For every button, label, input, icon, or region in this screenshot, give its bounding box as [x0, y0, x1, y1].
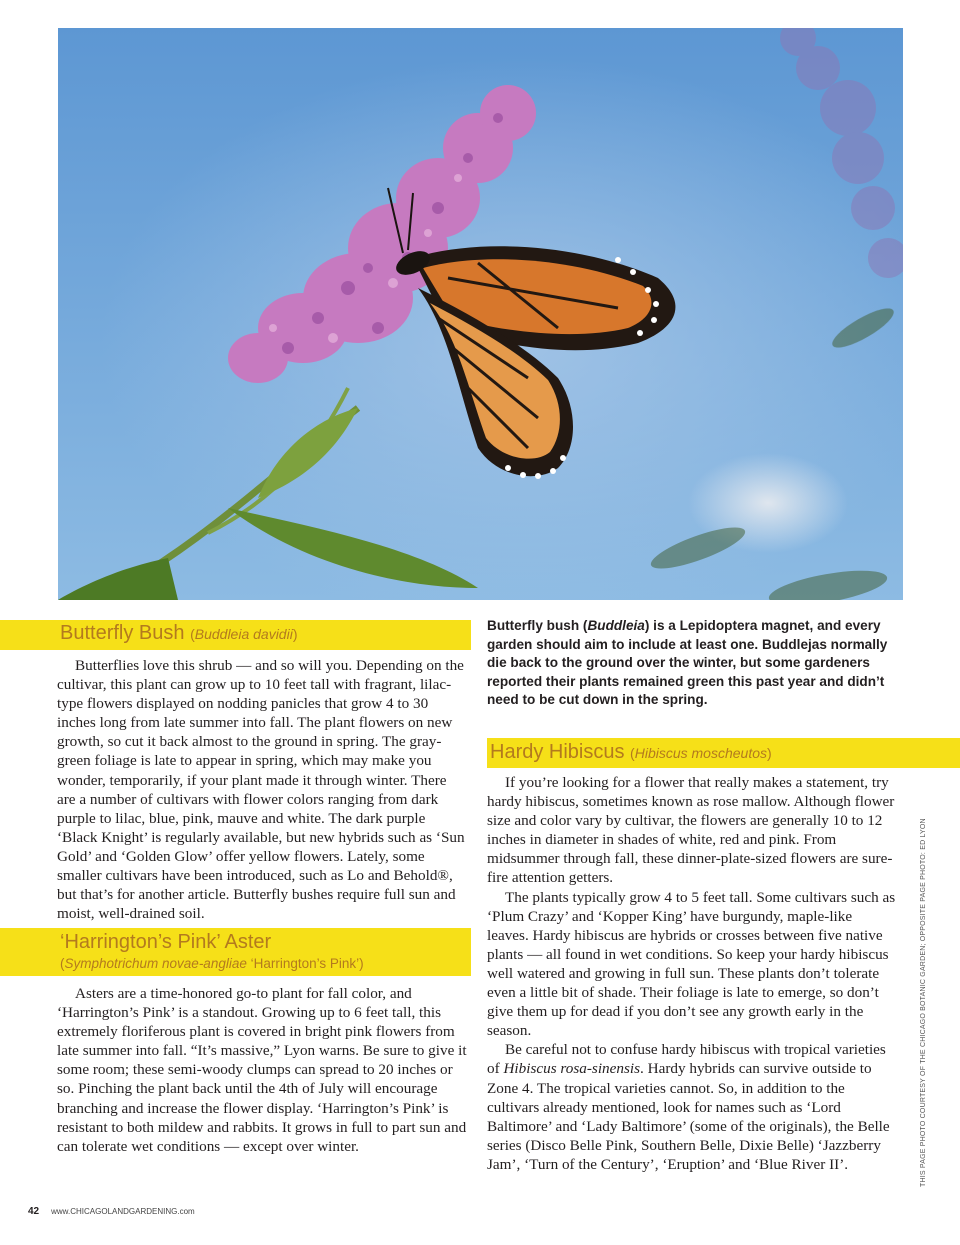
footer-url[interactable]: www.CHICAGOLANDGARDENING.com	[51, 1207, 195, 1216]
scientific-name: Hibiscus moscheutos	[634, 745, 767, 761]
paragraph: The plants typically grow 4 to 5 feet tall. Some cultivars such as ‘Plum Crazy’ and ‘Kopper King’ have burgundy, maple-like leaves. Hardy hibiscus are hybrids or crosses between five native plants — all found in wet conditions. So keep your hardy hibiscus well watered and growing in full sun. These plants don’t tolerate even a little bit of shade. Their foliage is late to emerge, so don’t give them up for dead if you don’t see any growth early in the season.	[487, 888, 896, 1040]
lead-paragraph	[487, 617, 907, 710]
paragraph: Asters are a time-honored go-to plant for fall color, and ‘Harrington’s Pink’ is a standout. Growing up to 6 feet tall, this extremely floriferous plant is covered in bright pink flowers from late summer into fall. “It’s massive,” Lyon warns. Be sure to give it some room; these semi-woody clumps can spread to 20 inches or so. Pinching the plant back until the 4th of July will encourage branching and increase the flower display. ‘Harrington’s Pink’ is resistant to both mildew and rabbits. It grows in full to part sun and can tolerate wet conditions — except over winter.	[57, 985, 467, 1155]
monarch-butterfly-image	[58, 28, 903, 600]
scientific-name: Buddleia davidii	[194, 626, 293, 642]
lead-text: ) is a Lepidoptera magnet, and every garden should aim to include at least one. Buddlejas normally die back to the ground over the winter, but some gardeners reported their plants remained green this past year and didn’t need to be cut down in the spring.	[487, 618, 888, 707]
butterfly-photo	[58, 28, 903, 600]
heading-title: Hardy Hibiscus	[490, 741, 625, 763]
cultivar-name: ‘Harrington’s Pink’)	[246, 956, 364, 971]
butterfly-bush-body	[57, 656, 467, 923]
paragraph: Butterflies love this shrub — and so will you. Depending on the cultivar, this plant can grow up to 10 feet tall with fragrant, lilac-type flowers displayed on nodding panicles that grow 4 to 30 inches long from late summer into fall. The plant flowers on new growth, so cut it back almost to the ground in spring. The gray-green foliage is late to appear in spring, which may make you wonder, temporarily, if your plant made it through winter. There are a number of cultivars with flower colors ranging from dark purple to lilac, blue, pink, mauve and white. The dark purple ‘Black Knight’ is regularly available, but new hybrids such as ‘Sun Gold’ and ‘Golden Glow’ offer yellow flowers. Lately, some smaller cultivars have been introduced, such as Lo and Behold®, but that’s for another article. Butterfly bushes require full sun and moist, well-drained soil.	[57, 657, 465, 923]
photo-credit: THIS PAGE PHOTO COURTESY OF THE CHICAGO BOTANIC GARDEN; OPPOSITE PAGE PHOTO: ED LYON	[920, 818, 927, 1187]
paragraph-italic: Hibiscus rosa-sinensis	[503, 1060, 641, 1078]
section-heading-aster	[60, 931, 271, 954]
paren-close: )	[767, 745, 772, 761]
aster-body	[57, 984, 467, 1156]
paragraph-text: Be careful not to confuse hardy hibiscus with tropical varieties of	[487, 1041, 886, 1078]
paragraph	[487, 1040, 897, 1174]
section-heading-butterfly-bush	[60, 622, 298, 645]
heading-title: ‘Harrington’s Pink’ Aster	[60, 931, 272, 953]
lead-text: Butterfly bush (	[487, 618, 588, 633]
paren-open: (	[630, 745, 635, 761]
paragraph-text: . Hardy hybrids can survive outside to Zone 4. The tropical varieties cannot. So, in addition to the cultivars already mentioned, look for names such as ‘Lord Baltimore’ and ‘Lady Baltimore’ (some of the originals), the Belle series (Disco Belle Pink, Southern Belle, Dixie Belle) ‘Jazzberry Jam’, ‘Turn of the Century’, ‘Eruption’ and ‘Blue River II’.	[487, 1060, 890, 1173]
scientific-name: Symphotrichum novae-angliae	[64, 956, 247, 971]
hibiscus-body	[487, 773, 897, 1174]
paren-open: (	[60, 956, 65, 971]
paren-open: (	[190, 626, 195, 642]
paren-close: )	[292, 626, 298, 642]
section-heading-hibiscus	[490, 741, 772, 764]
page-number: 42	[28, 1206, 40, 1217]
aster-subheading	[60, 956, 364, 971]
heading-title: Butterfly Bush	[60, 622, 185, 644]
page-footer	[28, 1206, 195, 1217]
lead-italic: Buddleia	[587, 618, 645, 633]
paragraph: If you’re looking for a flower that really makes a statement, try hardy hibiscus, sometimes known as rose mallow. Although flower size and color vary by cultivar, the flowers are generally 10 to 12 inches in diameter in shades of white, red and pink. From midsummer through fall, these dinner-plate-sized flowers are sure-fire attention getters.	[487, 774, 895, 887]
